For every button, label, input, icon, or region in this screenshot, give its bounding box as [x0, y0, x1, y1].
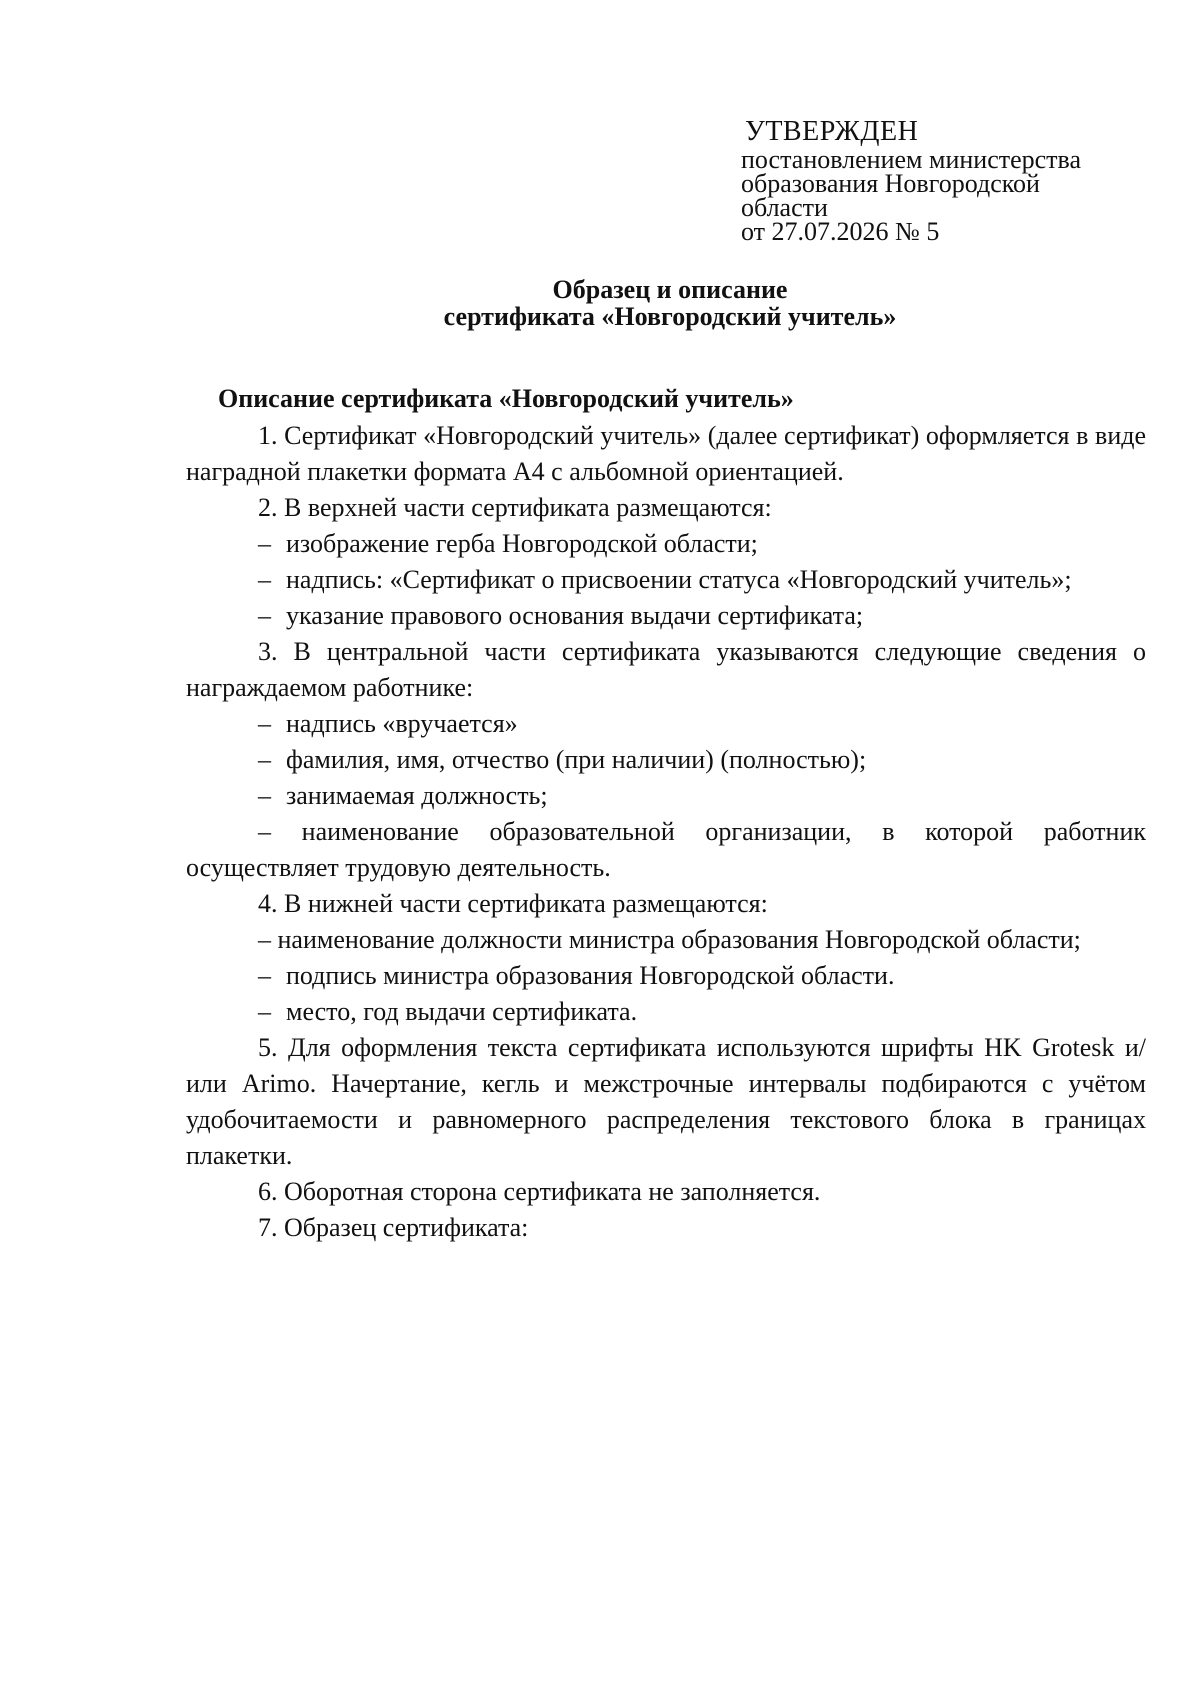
section-heading: Описание сертификата «Новгородский учитель»	[218, 384, 794, 413]
dash-marker: –	[258, 565, 271, 594]
list-item-text: место, год выдачи сертификата.	[286, 997, 638, 1026]
title-line-1: Образец и описание	[552, 275, 788, 304]
list-item-text: фамилия, имя, отчество (при наличии) (полностью);	[286, 745, 867, 774]
list-item	[186, 706, 1146, 742]
list-item	[186, 742, 1146, 778]
document-body	[186, 354, 1146, 1246]
document-title	[0, 276, 1200, 330]
dash-marker: –	[258, 745, 271, 774]
list-item-text: изображение герба Новгородской области;	[286, 529, 758, 558]
list-item-text: надпись «вручается»	[286, 709, 518, 738]
paragraph-3: 3. В центральной части сертификата указываются следующие сведения о награждаемом работнике:	[186, 637, 1146, 702]
dash-marker: –	[258, 997, 271, 1026]
dash-marker: –	[258, 709, 271, 738]
approval-block	[741, 116, 1161, 246]
approval-line-3: области	[741, 193, 828, 222]
list-item	[186, 598, 1146, 634]
dash-marker: –	[258, 601, 271, 630]
approval-heading: УТВЕРЖДЕН	[745, 116, 919, 147]
approval-line-2: образования Новгородской	[741, 169, 1040, 198]
list-item	[186, 526, 1146, 562]
list-item-text: занимаемая должность;	[286, 781, 548, 810]
dash-marker: –	[258, 961, 271, 990]
paragraph-6: 6. Оборотная сторона сертификата не заполняется.	[258, 1177, 821, 1206]
list-item-text: подпись министра образования Новгородской области.	[286, 961, 895, 990]
list-item	[186, 994, 1146, 1030]
list-item-text: указание правового основания выдачи сертификата;	[286, 601, 864, 630]
list-item	[186, 778, 1146, 814]
paragraph-5: 5. Для оформления текста сертификата используются шрифты HK Grotesk и/или Arimo. Начертание, кегль и межстрочные интервалы подбираются с учётом удобочитаемости и равномерного распределения текстового блока в границах плакетки.	[186, 1033, 1146, 1170]
title-line-2: сертификата «Новгородский учитель»	[443, 302, 897, 331]
dash-marker: –	[258, 529, 271, 558]
list-item	[186, 958, 1146, 994]
paragraph-4: 4. В нижней части сертификата размещаются:	[258, 889, 768, 918]
list-item-justified: – наименование должности министра образования Новгородской области;	[258, 925, 1081, 954]
paragraph-2: 2. В верхней части сертификата размещаются:	[258, 493, 772, 522]
list-item-justified: – наименование образовательной организации, в которой работник осуществляет трудовую деятельность.	[186, 817, 1146, 882]
dash-marker: –	[258, 781, 271, 810]
paragraph-1: 1. Сертификат «Новгородский учитель» (далее сертификат) оформляется в виде наградной плакетки формата А4 с альбомной ориентацией.	[186, 421, 1146, 486]
list-item	[186, 562, 1146, 598]
list-item-text: надпись: «Сертификат о присвоении статуса «Новгородский учитель»;	[286, 565, 1072, 594]
approval-line-4: от 27.07.2026 № 5	[741, 217, 940, 246]
approval-line-1: постановлением министерства	[741, 145, 1082, 174]
paragraph-7: 7. Образец сертификата:	[258, 1213, 529, 1242]
